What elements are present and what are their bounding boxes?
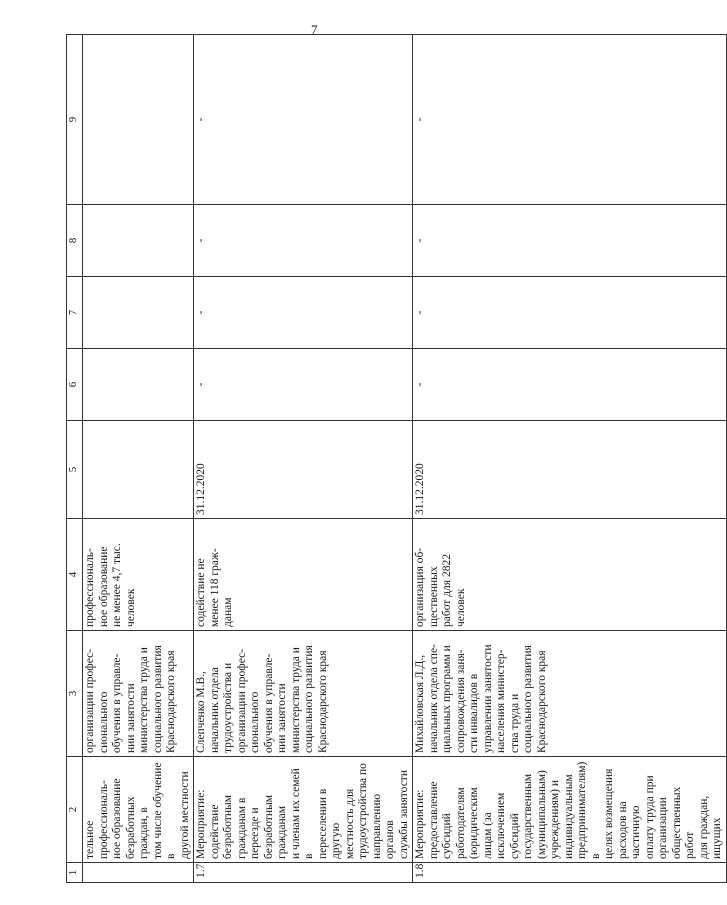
result-cell: организация об- щественных работ для 2822 человек — [413, 519, 727, 631]
measures-table — [66, 34, 727, 883]
value-cell — [83, 349, 194, 421]
column-number: 8 — [67, 205, 83, 277]
deadline-cell — [83, 421, 194, 519]
column-number: 9 — [67, 35, 83, 205]
value-cell — [83, 35, 194, 205]
deadline-cell: 31.12.2020 — [413, 421, 727, 519]
responsible-cell: Слепченко М.В., начальник отдела трудоустройства и организации профес- сионального обучения в управле- нии занятости министерства труда и социального развития Краснодарского края — [194, 631, 413, 757]
table-row — [194, 35, 413, 883]
value-cell: - — [413, 35, 727, 205]
value-cell: - — [413, 349, 727, 421]
rotated-table-container — [66, 35, 723, 883]
table-row — [83, 35, 194, 883]
column-number: 2 — [67, 757, 83, 863]
row-number: 1.8 — [413, 863, 727, 883]
column-number: 3 — [67, 631, 83, 757]
row-number — [83, 863, 194, 883]
column-number: 5 — [67, 421, 83, 519]
responsible-cell: Михайловская Л.Д., начальник отдела спе- циальных программ и сопровождения заня- сти инвалидов в управлении занятости населения министер- ства труда и социального развития Краснодарского края — [413, 631, 727, 757]
table-row — [413, 35, 727, 883]
value-cell: - — [194, 205, 413, 277]
column-number-row — [67, 35, 83, 883]
value-cell — [83, 205, 194, 277]
responsible-cell: организации профес- сионального обучения в управле- нии занятости министерства труда и социального развития Краснодарского края — [83, 631, 194, 757]
measure-cell: Мероприятие: предоставление субсидий работодателям (юридическим лицам (за исключением субсидий государственным (муниципальным) учреждениям) и индивидуальным предпринимателям) в целях возмещения расходов на частичную оплату труда при организации общественных работ для граждан, ищущих — [413, 757, 727, 863]
column-number: 4 — [67, 519, 83, 631]
column-number: 1 — [67, 863, 83, 883]
result-cell: содействие не менее 118 граж- данам — [194, 519, 413, 631]
value-cell: - — [413, 277, 727, 349]
page-number: 7 — [311, 22, 318, 37]
measure-cell: Мероприятие: содействие безработным гражданам в переезде и безработным гражданам и членам их семей в переселении в другую местность для трудоустройства по направлению органов службы занятости — [194, 757, 413, 863]
measure-cell: тельное профессиональ- ное образование безработных граждан, в том числе обучение в другой местности — [83, 757, 194, 863]
value-cell: - — [194, 349, 413, 421]
row-number: 1.7 — [194, 863, 413, 883]
deadline-cell: 31.12.2020 — [194, 421, 413, 519]
value-cell: - — [194, 277, 413, 349]
result-cell: профессиональ- ное образование не менее 4,7 тыс. человек — [83, 519, 194, 631]
value-cell — [83, 277, 194, 349]
column-number: 7 — [67, 277, 83, 349]
value-cell: - — [413, 205, 727, 277]
value-cell: - — [194, 35, 413, 205]
column-number: 6 — [67, 349, 83, 421]
